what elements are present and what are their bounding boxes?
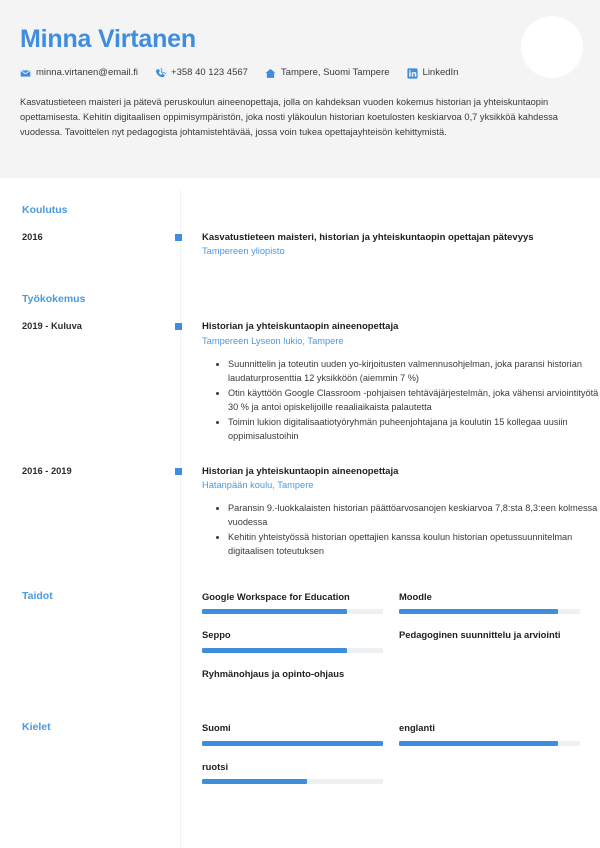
experience-entry-org: Hatanpään koulu, Tampere [202, 480, 314, 491]
section-title-experience: Työkokemus [22, 293, 86, 306]
skill-label: Pedagoginen suunnittelu ja arviointi [399, 629, 561, 641]
language-label: englanti [399, 722, 435, 734]
experience-entry-bullets [202, 502, 600, 559]
section-languages-label-col [0, 721, 180, 798]
education-entry-title: Kasvatustieteen maisteri, historian ja yhteiskuntaopin opettajan pätevyys [202, 231, 534, 243]
profile-summary: Kasvatustieteen maisteri ja pätevä peruskoulun aineenopettaja, jolla on kahdeksan vuoden kokemus historian ja yhteiskuntaopin opettamisesta. Kehitin digitaalisen oppimisympäristön, joka nosti yläkoulun historian koetulosten keskiarvoa 0,7 yksikköä kahdessa vuodessa. Tavoittelen nyt pedagogista johtamistehtävää, jossa voin tukea opettajayhteisön kehittymistä. [20, 96, 558, 137]
contact-linkedin-text: LinkedIn [422, 67, 459, 79]
contact-location-text: Tampere, Suomi Tampere [280, 67, 390, 79]
experience-entry-date: 2019 - Kuluva [22, 320, 82, 331]
experience-entry-date: 2016 - 2019 [22, 465, 72, 476]
education-entry-org: Tampereen yliopisto [202, 246, 285, 257]
experience-entry-org: Tampereen Lyseon lukio, Tampere [202, 335, 344, 346]
experience-entry [0, 465, 600, 561]
contact-linkedin[interactable] [407, 68, 459, 79]
section-skills-label-col [0, 590, 180, 705]
skill-bar-track [202, 609, 383, 614]
section-skills-content [180, 590, 600, 705]
phone-icon [155, 68, 166, 79]
skill-label: Ryhmänohjaus ja opinto-ohjaus [202, 667, 345, 679]
language-label: Suomi [202, 722, 231, 734]
language-item [202, 721, 383, 745]
section-experience [0, 293, 600, 306]
resume-header [0, 0, 600, 178]
section-title-skills: Taidot [22, 590, 53, 603]
experience-entry [0, 320, 600, 445]
skill-bar-fill [202, 609, 347, 614]
entry-marker-icon [175, 323, 182, 330]
language-bar-fill [399, 741, 558, 746]
section-education [0, 204, 600, 217]
language-bar-fill [202, 741, 383, 746]
contact-row [20, 68, 580, 79]
section-title-education: Koulutus [22, 204, 68, 216]
list-item: • Otin käyttöön Google Classroom -pohjaisen tehtäväjärjestelmän, joka vähensi arviointityötä 30 % ja antoi opiskelijoille reaaliaikaista palautetta [228, 387, 600, 415]
skill-bar-fill [202, 648, 347, 653]
language-bar-track [202, 741, 383, 746]
language-bar-fill [202, 779, 307, 784]
section-experience-label-col [0, 293, 180, 306]
skill-item [202, 590, 383, 614]
contact-phone[interactable] [155, 68, 248, 79]
experience-entry-body [180, 320, 600, 445]
list-item: • Kehitin yhteistyössä historian opettajien kanssa koulun historian opetussuunnitelman digitaalisen toteutuksen [228, 531, 600, 559]
experience-entry-body [180, 465, 600, 561]
skills-grid [180, 590, 600, 705]
list-item: • Paransin 9.-luokkalaisten historian päättöarvosanojen keskiarvoa 7,8:sta 8,3:een kolmessa vuodessa [228, 502, 600, 530]
contact-email-text: minna.virtanen@email.fi [36, 67, 139, 79]
linkedin-icon [407, 68, 418, 79]
skill-label: Moodle [399, 591, 432, 603]
contact-phone-text: +358 40 123 4567 [171, 67, 248, 79]
contact-email[interactable] [20, 68, 138, 79]
page-title: Minna Virtanen [20, 25, 196, 53]
experience-entry-title: Historian ja yhteiskuntaopin aineenopettaja [202, 465, 399, 477]
skill-item [202, 667, 383, 691]
education-entry-body [180, 231, 600, 260]
skill-item [399, 628, 580, 652]
education-entry [0, 231, 600, 260]
email-icon [20, 68, 31, 79]
skill-bar-fill [399, 609, 558, 614]
experience-entry-title: Historian ja yhteiskuntaopin aineenopettaja [202, 320, 399, 332]
section-languages [0, 721, 600, 798]
list-item: • Suunnittelin ja toteutin uuden yo-kirjoitusten valmennusohjelman, joka paransi historian laudaturprosenttia 12 yksikköön (aiemmin 7 %) [228, 358, 600, 386]
entry-marker-icon [175, 468, 182, 475]
home-icon [265, 68, 276, 79]
skill-bar-track [202, 648, 383, 653]
entry-marker-icon [175, 234, 182, 241]
skill-label: Google Workspace for Education [202, 591, 350, 603]
skill-label: Seppo [202, 629, 231, 641]
section-languages-content [180, 721, 600, 798]
language-label: ruotsi [202, 760, 229, 772]
section-skills [0, 590, 600, 705]
section-education-label-col [0, 204, 180, 217]
resume-body [0, 178, 600, 848]
language-item [399, 721, 580, 745]
avatar [521, 16, 583, 78]
education-entry-date: 2016 [22, 231, 43, 242]
skill-item [202, 628, 383, 652]
skill-bar-track [399, 609, 580, 614]
language-bar-track [399, 741, 580, 746]
language-item [202, 760, 383, 784]
language-bar-track [202, 779, 383, 784]
section-title-languages: Kielet [22, 721, 51, 734]
languages-grid [180, 721, 600, 798]
skill-item [399, 590, 580, 614]
experience-entry-bullets [202, 358, 600, 444]
list-item: • Toimin lukion digitalisaatiotyöryhmän puheenjohtajana ja koulutin 15 kollegaa uusiin oppimisalustoihin [228, 416, 600, 444]
contact-location[interactable] [265, 68, 390, 79]
